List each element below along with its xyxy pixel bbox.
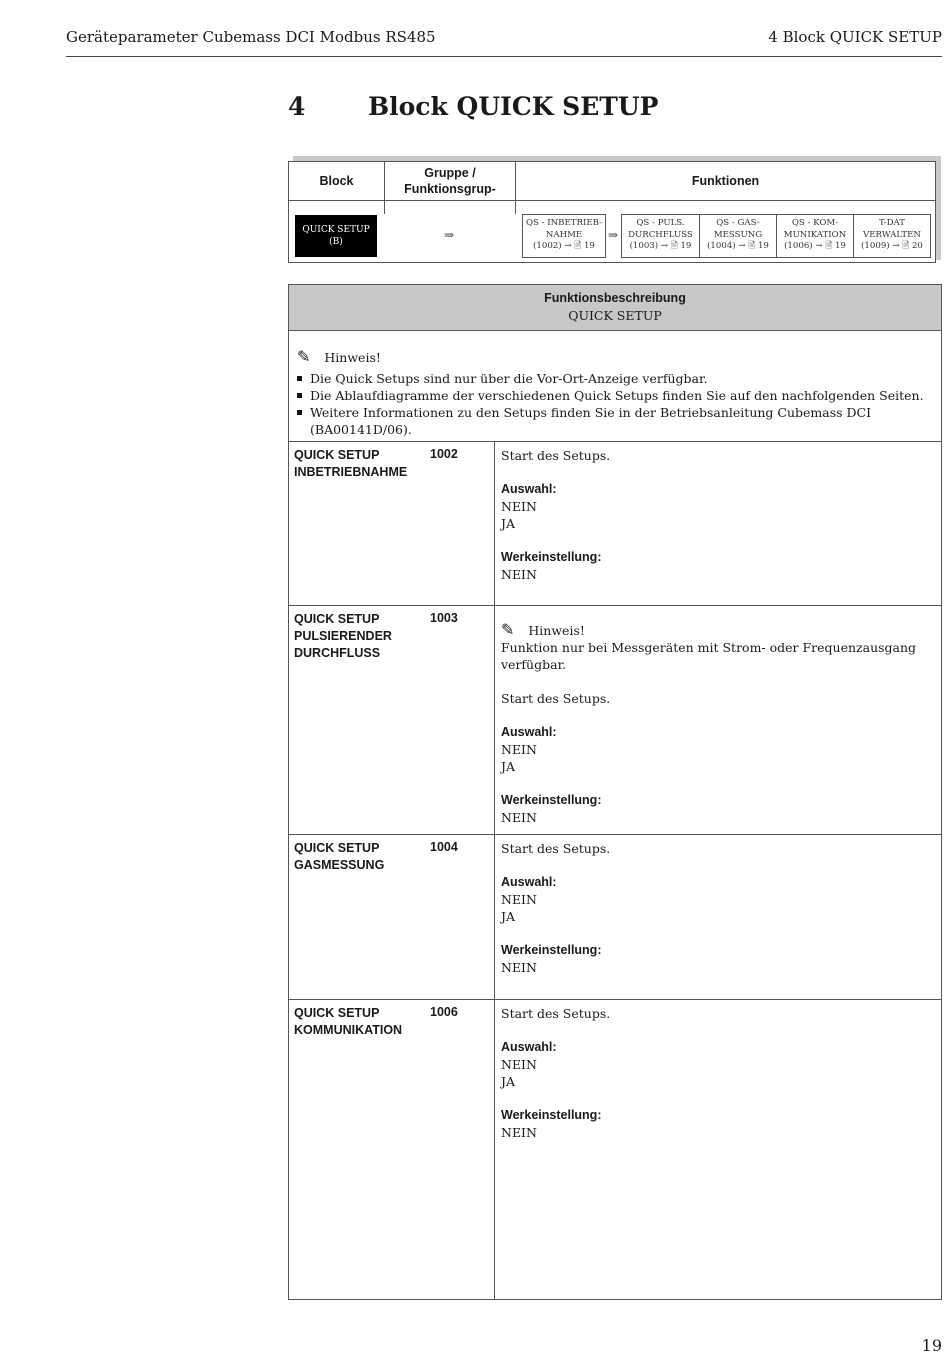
function-ref: (1003) → 🗎 19 [629,241,692,251]
default-label: Werkeinstellung: [501,943,602,957]
function-line: MUNIKATION [783,229,847,240]
function-ref: (1006) → 🗎 19 [784,241,846,251]
divider [515,162,516,214]
table-row-1004 [289,834,941,1000]
note-heading [297,347,381,366]
block-label: QUICK SETUP [302,225,370,235]
block-quick-setup [295,215,377,257]
function-name-line: PULSIERENDER [294,629,392,643]
header-functions: Funktionen [691,174,760,188]
overview-header-row [289,162,935,201]
block-code: (B) [329,237,343,247]
start-text: Start des Setups. [501,691,611,706]
function-ref: (1002) → 🗎 19 [533,241,595,251]
description-header [289,285,941,331]
header-group [385,162,515,200]
divider [384,162,385,214]
description-subtitle: QUICK SETUP [568,308,662,323]
chapter-number: 4 [288,92,306,121]
function-box-inbetriebnahme [522,214,606,258]
function-name-cell [289,441,495,605]
function-number: 1003 [430,611,458,625]
default-label: Werkeinstellung: [501,793,602,807]
function-name-line: QUICK SETUP [294,612,380,626]
table-row-1003 [289,605,941,835]
option: NEIN [501,892,537,907]
default-value: NEIN [501,960,537,975]
note-text: Funktion nur bei Messgeräten mit Strom- oder Frequenzausgang verfügbar. [501,640,917,672]
function-box-kommunikation [777,215,853,257]
function-name-line: KOMMUNIKATION [294,1023,403,1037]
page-header [66,28,942,57]
function-line: DURCHFLUSS [628,229,693,240]
selection-label: Auswahl: [501,1040,557,1054]
function-line: MESSUNG [713,229,763,240]
arrow-icon: ⇒ [444,228,455,242]
function-number: 1004 [430,840,458,854]
header-group-line1: Gruppe / [424,166,476,180]
note-label: Hinweis! [528,623,585,638]
function-name [294,611,392,662]
start-text: Start des Setups. [501,1006,611,1021]
start-text: Start des Setups. [501,448,611,463]
selection-label: Auswahl: [501,725,557,739]
function-name-cell [289,999,495,1299]
pencil-icon: ✎ [297,347,311,366]
option: JA [501,1074,516,1089]
function-line: NAHME [545,229,583,240]
list-item: Die Ablaufdiagramme der verschiedenen Quick Setups finden Sie auf den nachfolgenden Seiten. [297,387,941,404]
note-heading [501,621,941,639]
table-row-1002 [289,441,941,606]
default-label: Werkeinstellung: [501,550,602,564]
function-detail [501,1005,610,1141]
overview-table [288,161,936,263]
list-item: Weitere Informationen zu den Setups finden Sie in der Betriebsanleitung Cubemass DCI (BA00141D/06). [297,404,941,438]
function-name-line: QUICK SETUP [294,448,380,462]
function-ref: (1004) → 🗎 19 [707,241,769,251]
function-detail [501,447,610,583]
header-block: Block [319,174,354,188]
function-group [621,214,931,258]
function-line: VERWALTEN [863,229,921,240]
function-line: QS - INBETRIEB- [525,218,603,228]
function-name-line: INBETRIEBNAHME [294,465,408,479]
function-name [294,840,384,874]
function-line: QS - PULS. [636,218,685,228]
start-text: Start des Setups. [501,841,611,856]
default-label: Werkeinstellung: [501,1108,602,1122]
function-line: QS - GAS- [716,218,760,228]
function-number: 1006 [430,1005,458,1019]
selection-label: Auswahl: [501,875,557,889]
function-description-table [288,284,942,1300]
header-group-line2: Funktionsgrup- [404,182,496,196]
description-title: Funktionsbeschreibung [544,291,686,305]
function-name [294,447,407,481]
function-detail [501,621,941,826]
function-name-line: GASMESSUNG [294,858,385,872]
default-value: NEIN [501,1125,537,1140]
function-box-gasmessung [700,215,776,257]
default-value: NEIN [501,567,537,582]
function-line: T-DAT [879,218,905,228]
function-name-cell [289,605,495,834]
page-number: 19 [921,1336,942,1355]
function-number: 1002 [430,447,458,461]
pencil-icon: ✎ [501,620,515,639]
option: NEIN [501,742,537,757]
header-document-title: Geräteparameter Cubemass DCI Modbus RS485 [66,28,436,46]
list-item: Die Quick Setups sind nur über die Vor-Ort-Anzeige verfügbar. [297,370,941,387]
option: JA [501,759,516,774]
function-name-line: QUICK SETUP [294,1006,380,1020]
option: NEIN [501,1057,537,1072]
default-value: NEIN [501,810,537,825]
header-section-title: 4 Block QUICK SETUP [768,28,942,46]
function-name [294,1005,402,1039]
function-box-puls-durchfluss [622,215,699,257]
selection-label: Auswahl: [501,482,557,496]
option: NEIN [501,499,537,514]
function-name-line: DURCHFLUSS [294,646,381,660]
option: JA [501,909,516,924]
table-row-1006 [289,999,941,1299]
arrow-icon: ⇒ [608,228,619,242]
chapter-title: Block QUICK SETUP [368,92,659,121]
function-line: QS - KOM- [791,218,839,228]
function-name-line: QUICK SETUP [294,841,380,855]
function-box-tdat [854,215,930,257]
note-list [297,370,941,438]
function-detail [501,840,610,976]
function-ref: (1009) → 🗎 20 [861,241,923,251]
note-label: Hinweis! [324,350,381,365]
option: JA [501,516,516,531]
general-note [289,331,941,442]
function-name-cell [289,834,495,999]
